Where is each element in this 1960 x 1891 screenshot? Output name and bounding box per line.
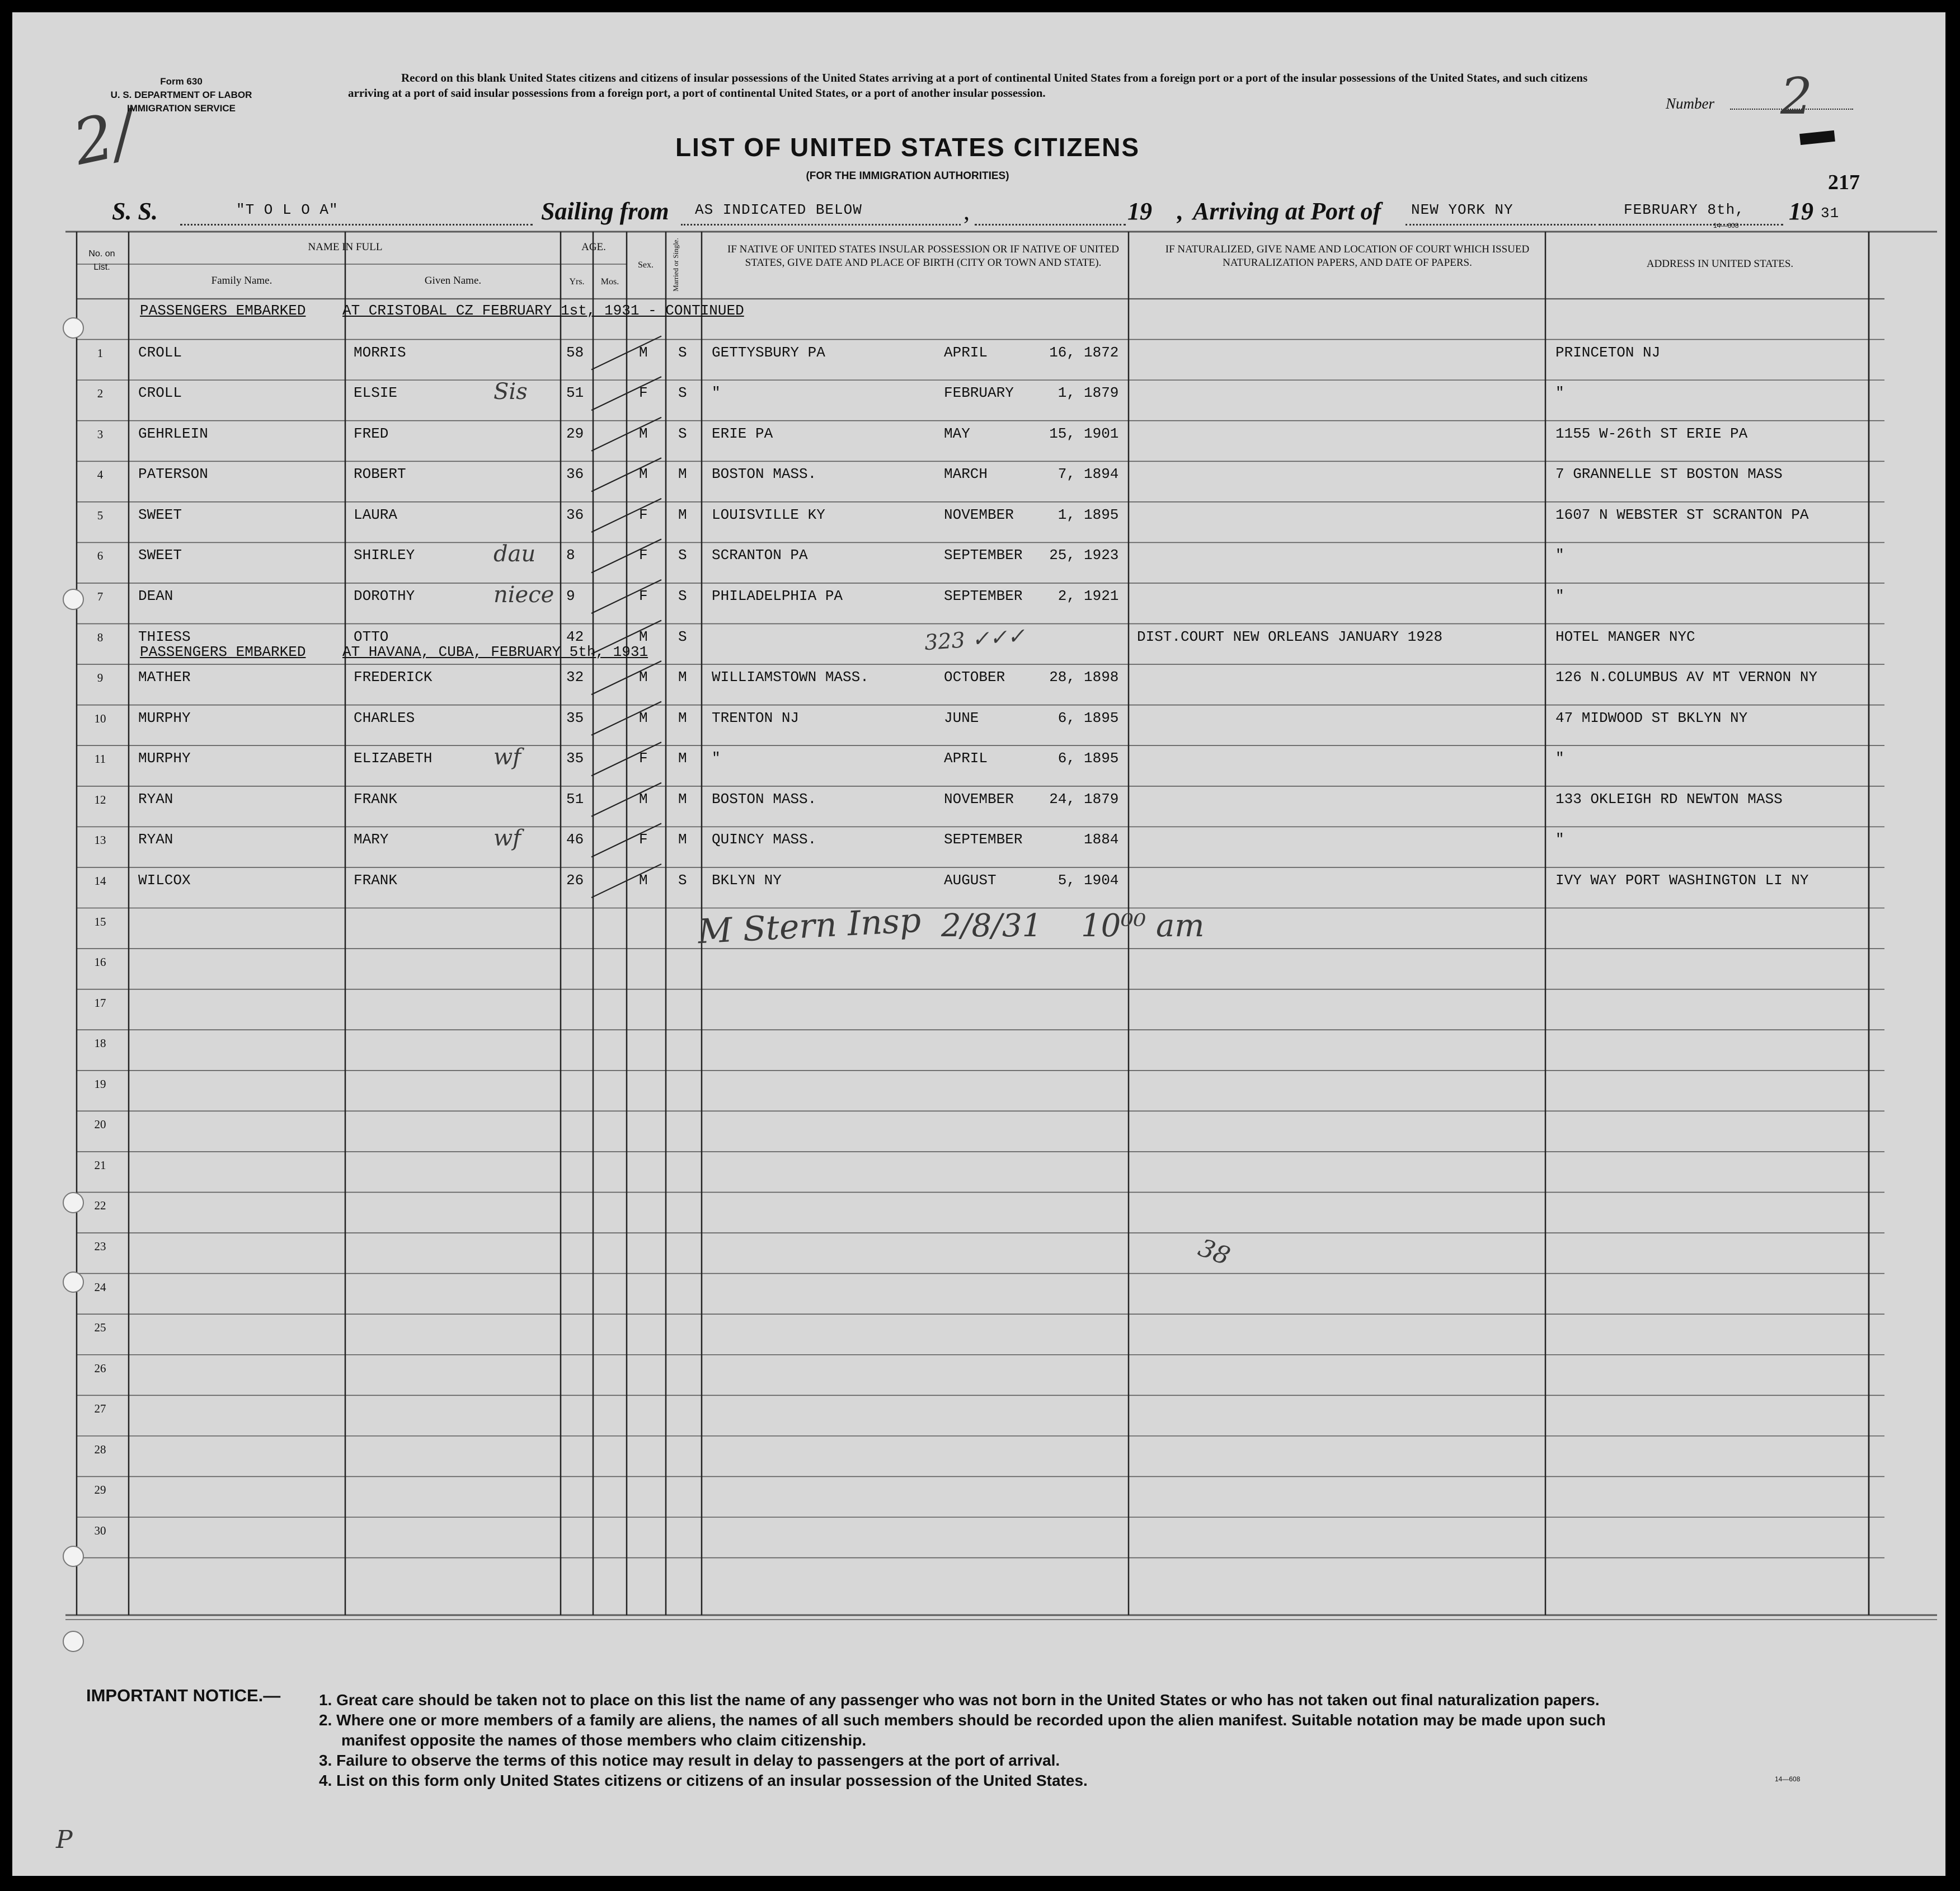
sex: F (639, 506, 648, 523)
birth-day: 6, (1057, 750, 1075, 767)
birth-day: 15, (1049, 425, 1075, 442)
given-name: OTTO (354, 628, 389, 645)
birth-place: PHILADELPHIA PA (712, 587, 843, 604)
row-number: 11 (94, 752, 106, 766)
relationship-note: Sis (493, 379, 528, 405)
year-prefix-2: 19 (1789, 198, 1813, 225)
notice-item (341, 1732, 866, 1749)
binder-hole (63, 1631, 84, 1652)
department-name: U. S. DEPARTMENT OF LABOR (110, 90, 252, 100)
col-header-married: Married or Single. (671, 238, 680, 292)
row-number: 16 (94, 955, 106, 969)
given-name: MARY (354, 831, 389, 848)
marital-status: S (678, 587, 687, 604)
given-name: DOROTHY (354, 587, 415, 604)
section-heading-havana-detail: AT HAVANA, CUBA, FEBRUARY 5th, 1931 (342, 644, 648, 660)
birth-day: 16, (1049, 344, 1075, 361)
notice-number: 2. (319, 1711, 332, 1729)
row-number: 17 (94, 996, 106, 1010)
notice-item (319, 1711, 1606, 1729)
birth-year: 1879 (1084, 790, 1119, 808)
form-instructions: Record on this blank United States citizens and citizens of insular possessions of the United States arriving at a port of continental United States from a foreign port or a port of the insular possessions of the United States, and such citizens arriving at a port of said insular possessions from a foreign port, a port of continental United States, or a port of another insular possession. (348, 71, 1588, 100)
birth-year: 1895 (1084, 750, 1119, 767)
birth-month: JUNE (944, 709, 979, 726)
row-number: 19 (94, 1077, 106, 1091)
us-address: PRINCETON NJ (1555, 344, 1661, 361)
birth-year: 1872 (1084, 344, 1119, 361)
col-header-age: AGE. (581, 241, 606, 253)
section-heading-cristobal-detail: AT CRISTOBAL CZ FEBRUARY 1st, 1931 - CONTINUED (342, 302, 744, 319)
age-years: 51 (566, 790, 584, 808)
birth-place: SCRANTON PA (712, 547, 808, 564)
sex: M (639, 344, 648, 361)
family-name: THIESS (138, 628, 191, 645)
sailing-label: Sailing from (541, 198, 669, 225)
naturalization: DIST.COURT NEW ORLEANS JANUARY 1928 (1137, 628, 1443, 645)
row-number: 8 (97, 630, 104, 644)
page-number: 217 (1828, 171, 1860, 194)
relationship-note: niece (493, 581, 554, 608)
birth-year: 1923 (1084, 547, 1119, 564)
family-name: PATERSON (138, 466, 208, 483)
birth-year: 1898 (1084, 669, 1119, 686)
notice-text: List on this form only United States citizens or citizens of an insular possession of the United States. (336, 1772, 1088, 1789)
binder-hole (63, 1271, 84, 1293)
sex: F (639, 831, 648, 848)
stray-mark: 38 (1194, 1233, 1234, 1271)
us-address: 126 N.COLUMBUS AV MT VERNON NY (1555, 669, 1818, 686)
birth-year: 1895 (1084, 709, 1119, 726)
given-name: FRED (354, 425, 389, 442)
us-address: 133 OKLEIGH RD NEWTON MASS (1555, 790, 1783, 808)
given-name: FRANK (354, 871, 398, 889)
given-name: MORRIS (354, 344, 406, 361)
row-number: 7 (97, 589, 104, 603)
family-name: CROLL (138, 344, 182, 361)
notice-number: 1. (319, 1691, 332, 1709)
sex: M (639, 709, 648, 726)
birth-day: 24, (1049, 790, 1075, 808)
bottom-corner-mark: P (56, 1826, 73, 1854)
document-title: LIST OF UNITED STATES CITIZENS (675, 133, 1140, 162)
relationship-note: dau (493, 541, 536, 567)
row-number: 20 (94, 1118, 106, 1132)
row-number: 9 (97, 671, 104, 685)
marital-status: S (678, 384, 687, 402)
row-number: 13 (94, 833, 106, 847)
birth-place: LOUISVILLE KY (712, 506, 825, 523)
us-address: " (1555, 547, 1564, 564)
us-address: " (1555, 831, 1564, 848)
marital-status: S (678, 344, 687, 361)
row-number: 3 (97, 427, 104, 441)
col-header-address: ADDRESS IN UNITED STATES. (1646, 258, 1794, 270)
section-heading-cristobal: PASSENGERS EMBARKED (140, 302, 306, 319)
inspector-signature: M Stern Insp (697, 900, 922, 952)
given-name: SHIRLEY (354, 547, 415, 564)
row-number: 27 (94, 1402, 106, 1416)
notice-number: 3. (319, 1752, 332, 1769)
sex: F (639, 384, 648, 402)
birth-year: 1884 (1084, 831, 1119, 848)
inspection-date: 2/8/31 (941, 908, 1042, 944)
row-number: 25 (94, 1321, 106, 1335)
sex: M (639, 466, 648, 483)
birth-year: 1904 (1084, 871, 1119, 889)
row-number: 21 (94, 1158, 106, 1172)
age-years: 36 (566, 506, 584, 523)
birth-month: MARCH (944, 466, 988, 483)
sex: M (639, 790, 648, 808)
birth-day: 1, (1057, 384, 1075, 402)
age-years: 42 (566, 628, 584, 645)
row-number: 24 (94, 1280, 106, 1294)
given-name: FRANK (354, 790, 398, 808)
arriving-label: Arriving at Port of (1193, 198, 1381, 225)
family-name: WILCOX (138, 871, 191, 889)
col-header-family: Family Name. (211, 275, 272, 287)
family-name: MATHER (138, 669, 191, 686)
col-header-given: Given Name. (424, 275, 482, 287)
marital-status: M (678, 709, 687, 726)
row-number: 26 (94, 1361, 106, 1375)
row-number: 29 (94, 1483, 106, 1497)
notice-item (319, 1772, 1088, 1790)
age-years: 58 (566, 344, 584, 361)
given-name: ELSIE (354, 384, 398, 402)
marital-status: S (678, 871, 687, 889)
col-header-yrs: Yrs. (569, 277, 585, 287)
col-header-sex: Sex. (638, 260, 654, 270)
age-years: 9 (566, 587, 575, 604)
us-address: 1607 N WEBSTER ST SCRANTON PA (1555, 506, 1809, 523)
marital-status: M (678, 750, 687, 767)
us-address: 1155 W-26th ST ERIE PA (1555, 425, 1748, 442)
birth-place: WILLIAMSTOWN MASS. (712, 669, 869, 686)
family-name: DEAN (138, 587, 173, 604)
family-name: MURPHY (138, 750, 191, 767)
row-number: 23 (94, 1240, 106, 1254)
birth-place: " (712, 750, 721, 767)
service-name: IMMIGRATION SERVICE (127, 103, 236, 114)
birth-month: APRIL (944, 750, 988, 767)
notice-text: Failure to observe the terms of this notice may result in delay to passengers at the port of arrival. (336, 1752, 1060, 1769)
given-name: ELIZABETH (354, 750, 433, 767)
age-years: 29 (566, 425, 584, 442)
family-name: RYAN (138, 790, 173, 808)
binder-hole (63, 589, 84, 610)
family-name: MURPHY (138, 709, 191, 726)
arrival-port: NEW YORK NY (1411, 201, 1514, 218)
notice-item (319, 1691, 1600, 1709)
marital-status: M (678, 506, 687, 523)
ss-label: S. S. (112, 198, 158, 225)
marital-status: M (678, 790, 687, 808)
family-name: GEHRLEIN (138, 425, 208, 442)
birth-month: MAY (944, 425, 970, 442)
age-years: 32 (566, 669, 584, 686)
age-years: 35 (566, 709, 584, 726)
marital-status: S (678, 547, 687, 564)
age-years: 36 (566, 466, 584, 483)
binder-hole (63, 1546, 84, 1567)
birth-month: OCTOBER (944, 669, 1005, 686)
arrival-year: 31 (1821, 205, 1840, 222)
form-code-top: 14—608 (1713, 222, 1739, 229)
birth-day: 7, (1057, 466, 1075, 483)
birth-year: 1921 (1084, 587, 1119, 604)
col-header-mos: Mos. (600, 277, 619, 287)
row-number: 15 (94, 914, 106, 928)
sex: M (639, 669, 648, 686)
birth-place: QUINCY MASS. (712, 831, 817, 848)
birth-place: GETTYSBURY PA (712, 344, 825, 361)
birth-place: BOSTON MASS. (712, 790, 817, 808)
age-years: 26 (566, 871, 584, 889)
birth-day: 1, (1057, 506, 1075, 523)
birth-month: AUGUST (944, 871, 997, 889)
sex: M (639, 871, 648, 889)
marital-status: M (678, 669, 687, 686)
document-subtitle: (FOR THE IMMIGRATION AUTHORITIES) (806, 170, 1009, 182)
birth-day: 28, (1049, 669, 1075, 686)
marital-status: M (678, 466, 687, 483)
binder-hole (63, 1192, 84, 1213)
table-grid (12, 12, 1945, 1876)
us-address: 7 GRANNELLE ST BOSTON MASS (1555, 466, 1783, 483)
form-code-bottom: 14—608 (1775, 1775, 1801, 1783)
row-number: 30 (94, 1524, 106, 1537)
birth-month: NOVEMBER (944, 790, 1014, 808)
row-number: 1 (97, 346, 104, 360)
family-name: CROLL (138, 384, 182, 402)
us-address: " (1555, 384, 1564, 402)
row-number: 28 (94, 1442, 106, 1456)
relationship-note: wf (493, 744, 521, 771)
birth-place: " (712, 384, 721, 402)
family-name: RYAN (138, 831, 173, 848)
number-value: 2 (1780, 67, 1813, 126)
binder-hole (63, 317, 84, 339)
sex: M (639, 425, 648, 442)
age-years: 46 (566, 831, 584, 848)
corner-mark: 2/ (67, 96, 141, 179)
notice-item (319, 1752, 1060, 1770)
row-number: 4 (97, 468, 104, 482)
marital-status: S (678, 425, 687, 442)
section-heading-havana: PASSENGERS EMBARKED (140, 644, 306, 660)
sex: F (639, 587, 648, 604)
us-address: 47 MIDWOOD ST BKLYN NY (1555, 709, 1748, 726)
birth-day: 6, (1057, 709, 1075, 726)
row-number: 6 (97, 549, 104, 563)
row-number: 18 (94, 1036, 106, 1050)
birth-month: APRIL (944, 344, 988, 361)
sex: F (639, 750, 648, 767)
row-number: 5 (97, 508, 104, 522)
form-number: Form 630 (160, 76, 203, 87)
row-number: 12 (94, 792, 106, 806)
birth-place: TRENTON NJ (712, 709, 800, 726)
age-years: 51 (566, 384, 584, 402)
col-header-no: No. on List. (88, 249, 115, 272)
birth-month: NOVEMBER (944, 506, 1014, 523)
arrival-date: FEBRUARY 8th, (1624, 201, 1745, 218)
ship-name: "T O L O A" (236, 201, 339, 218)
row-number: 10 (94, 711, 106, 725)
year-prefix-1: 19 (1127, 198, 1152, 225)
sailing-from: AS INDICATED BELOW (695, 201, 862, 218)
col-header-birth: IF NATIVE OF UNITED STATES INSULAR POSSESSION OR IF NATIVE OF UNITED STATES, GIVE DATE AND PLACE OF BIRTH (CITY OR TOWN AND STATE). (727, 243, 1119, 269)
number-label: Number (1666, 95, 1714, 112)
notice-label: IMPORTANT NOTICE.— (86, 1686, 281, 1705)
relationship-note: wf (493, 825, 521, 852)
family-name: SWEET (138, 547, 182, 564)
birth-year: 1879 (1084, 384, 1119, 402)
birth-month: SEPTEMBER (944, 831, 1023, 848)
sex: F (639, 547, 648, 564)
birth-year: 1901 (1084, 425, 1119, 442)
us-address: " (1555, 587, 1564, 604)
inspection-time: 10⁰⁰ am (1081, 908, 1205, 944)
notice-number: 4. (319, 1772, 332, 1789)
given-name: CHARLES (354, 709, 415, 726)
sex: M (639, 628, 648, 645)
given-name: LAURA (354, 506, 398, 523)
marital-status: S (678, 628, 687, 645)
notice-text: Great care should be taken not to place on this list the name of any passenger who was not born in the United States or who has not taken out final naturalization papers. (336, 1691, 1600, 1709)
col-header-naturalized: IF NATURALIZED, GIVE NAME AND LOCATION OF COURT WHICH ISSUED NATURALIZATION PAPERS, AND DATE OF PAPERS. (1165, 243, 1530, 269)
us-address: HOTEL MANGER NYC (1555, 628, 1695, 645)
birth-month: SEPTEMBER (944, 547, 1023, 564)
manifest-sheet: 2/ Form 630 U. S. DEPARTMENT OF LABOR IMMIGRATION SERVICE Record on this blank United States citizens and citizens of insular possessions of the United States arriving at a port of continental United States from a foreign port or a port of the insular possessions of the United States, and such citizens arriving at a port of said insular possessions from a foreign port, a port of continental United States, or a port of another insular possession. Number 2 217 LIST OF UNITED STATES CITIZENS (FOR THE IMMIGRATION AUTHORITIES) S. S. "T O L O A" Sailing from AS INDICATED BELOW , 19 , Arriving at Port of NEW YORK NY FEBRUARY 8th, 19 31 14—608 No. on List. NAME IN FULL Family Name. Given Name. AGE. Yrs. Mos. Sex. Married or Single. IF NATIVE OF UNITED STATES INSULAR POSSESSION OR IF NATIVE OF UNITED STATES, GIVE DATE AND PLACE OF BIRTH (CITY OR TOWN AND STATE). IF NATURALIZED, GIVE NAME AND LOCATION OF COURT WHICH ISSUED NATURALIZATION PAPERS, AND DATE OF PAPERS. ADDRESS IN UNITED STATES. PASSENGERS EMBARKED AT CRISTOBAL CZ FEBRUARY 1st, 1931 - CONTINUED PASSENGERS EMBARKED AT HAVANA, CUBA, FEBRUARY 5th, 1931 1 CROLL MORRIS 58 M S GETTYSBURY PA APRIL 16, 1872 PRINCETON NJ 2 CROLL ELSIE 51 F S " FEBRUARY 1, 1879 " Sis 3 GEHRLEIN FRED 29 M S ERIE PA MAY 15, 1901 1155 W-26th ST ERIE PA 4 PATERSON ROBERT 36 M M BOSTON MASS. MARCH 7, 1894 7 GRANNELLE ST BOSTON MASS 5 SWEET LAURA 36 F M LOUISVILLE KY NOVEMBER 1, 1895 1607 N WEBSTER ST SCRANTON PA 6 SWEET SHIRLEY 8 F S SCRANTON PA SEPTEMBER 25, 1923 " dau 7 DEAN DOROTHY 9 F S PHILADELPHIA PA SEPTEMBER 2, 1921 " niece 8 THIESS OTTO 42 M S DIST.COURT NEW ORLEANS JANUARY 1928 HOTEL MANGER NYC 9 MATHER FREDERICK 32 M M WILLIAMSTOWN MASS. OCTOBER 28, 1898 126 N.COLUMBUS AV MT VERNON NY 10 MURPHY CHARLES 35 M M TRENTON NJ JUNE 6, 1895 47 MIDWOOD ST BKLYN NY 11 MURPHY ELIZABETH 35 F M " APRIL 6, 1895 " wf 12 RYAN FRANK 51 M M BOSTON MASS. NOVEMBER 24, 1879 133 OKLEIGH RD NEWTON MASS 13 RYAN MARY 46 F M QUINCY MASS. SEPTEMBER 1884 " wf 14 WILCOX FRANK 26 M S BKLYN NY AUGUST 5, 1904 IVY WAY PORT WASHINGTON LI NY 15 16 17 18 19 20 21 22 23 24 25 26 27 28 29 30 323 ✓✓✓ M Stern Insp 2/8/31 10⁰⁰ am 38 IMPORTANT NOTICE.— 1. Great care should be taken not to place on this list the name of any passenger who was not born in the United States or who has not taken out final naturalization papers. 2. Where one or more members of a family are aliens, the names of all such members should be recorded upon the alien manifest. Suitable notation may be made upon such manifest opposite the names of those members who claim citizenship. 3. Failure to observe the terms of this notice may result in delay to passengers at the port of arrival. 4. List on this form only United States citizens or citizens of an insular possession of the United States. 14—608 P (12, 12, 1945, 1876)
notice-text: manifest opposite the names of those members who claim citizenship. (341, 1732, 867, 1749)
marital-status: M (678, 831, 687, 848)
birth-place: BKLYN NY (712, 871, 782, 889)
given-name: ROBERT (354, 466, 406, 483)
family-name: SWEET (138, 506, 182, 523)
given-name: FREDERICK (354, 669, 433, 686)
col-header-name: NAME IN FULL (308, 241, 383, 253)
us-address: " (1555, 750, 1564, 767)
row-number: 22 (94, 1199, 106, 1213)
birth-place: ERIE PA (712, 425, 773, 442)
birth-year: 1895 (1084, 506, 1119, 523)
birth-day: 2, (1057, 587, 1075, 604)
age-years: 8 (566, 547, 575, 564)
birth-place: BOSTON MASS. (712, 466, 817, 483)
birth-month: FEBRUARY (944, 384, 1014, 402)
birth-year: 1894 (1084, 466, 1119, 483)
birth-day: 25, (1049, 547, 1075, 564)
notice-text: Where one or more members of a family are aliens, the names of all such members should be recorded upon the alien manifest. Suitable notation may be made upon such (336, 1711, 1606, 1729)
row-number: 14 (94, 874, 106, 888)
row-number: 2 (97, 387, 104, 401)
birth-month: SEPTEMBER (944, 587, 1023, 604)
row8-handwritten-note: 323 ✓✓✓ (923, 623, 1026, 655)
us-address: IVY WAY PORT WASHINGTON LI NY (1555, 871, 1809, 889)
age-years: 35 (566, 750, 584, 767)
birth-day: 5, (1057, 871, 1075, 889)
